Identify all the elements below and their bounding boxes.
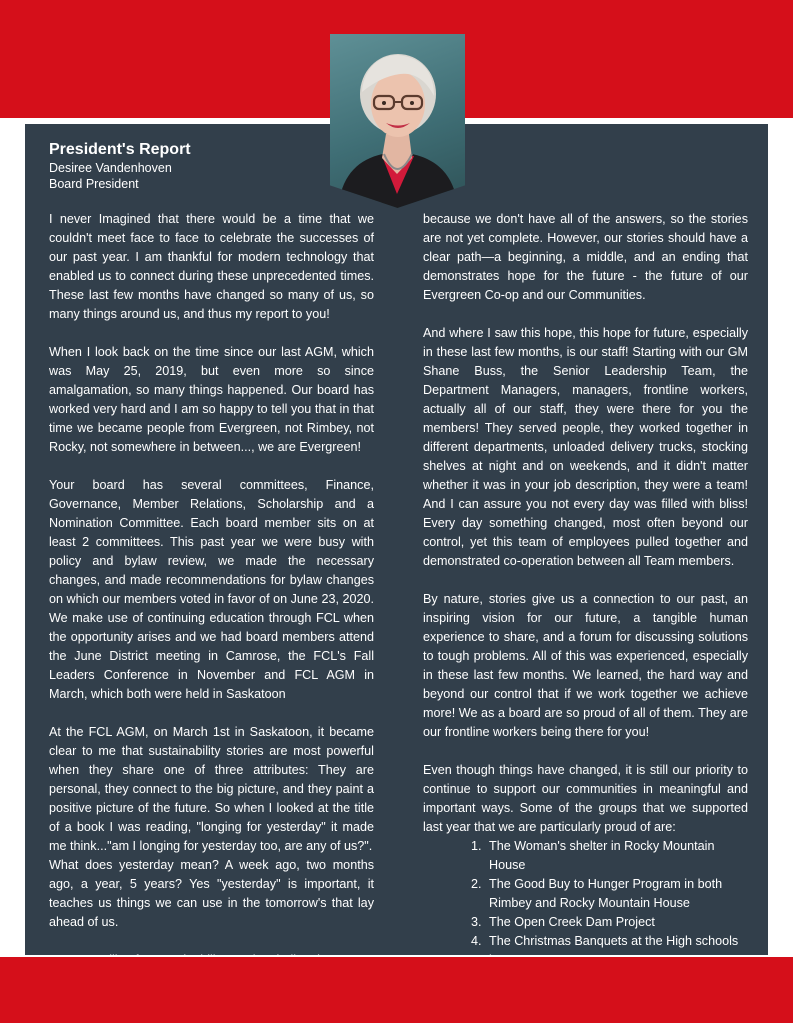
list-item: 2. The Good Buy to Hunger Program in both Rimbey and Rocky Mountain House (485, 875, 748, 913)
paragraph: And where I saw this hope, this hope for future, especially in these last few months, is our staff! Starting with our GM Shane Buss, the Senior Leadership Team, the Department Managers, managers, frontline workers, actually all of our staff, they were there for you the members! They served people, they worked together in different departments, unloaded delivery trucks, stocking shelves at night and on weekends, and it didn't matter whether it was in your job description, they were a team! And I can assure you not every day was filled with bliss! Every day something changed, most often beyond our control, yet this team of employees pulled together and demonstrated co-operation between all Team members. (423, 326, 748, 568)
paragraph: Even though things have changed, it is still our priority to continue to support our communities in meaningful and important ways. Some of the groups that we supported last year that we are particularly proud of are: (423, 763, 748, 834)
author-role: Board President (49, 177, 139, 191)
title-block (49, 140, 191, 192)
right-column (423, 210, 748, 970)
paragraph: By nature, stories give us a connection to our past, an inspiring vision for our future, a tangible human experience to share, and a forum for discussing solutions to tough problems. All of this was experienced, especially in these last few months. We learned, the hard way and beyond our control that if we work together we achieve more! We as a board are so proud of all of them. They are our frontline workers being there for you! (423, 592, 748, 739)
list-item: 1. The Woman's shelter in Rocky Mountain House (485, 837, 748, 875)
paragraph: When I look back on the time since our last AGM, which was May 25, 2019, but even more so since amalgamation, so many things happened. Our board has worked very hard and I am so happy to tell you that in that time we became people from Evergreen, not Rimbey, not Rocky, not somewhere in between..., we are Evergreen! (49, 345, 374, 454)
report-panel (25, 124, 768, 955)
list-item: 4. The Christmas Banquets at the High schools (485, 932, 748, 970)
paragraph: At the FCL AGM, on March 1st in Saskatoon, it became clear to me that sustainability stories are most powerful when they share one of three attributes: They are personal, they connect to the big picture, and they paint a positive picture of the future. So when I looked at the title of a book I was reading, "longing for yesterday" it made me think..."am I longing for yesterday too, are any of us?". (49, 725, 374, 853)
supported-groups-list (423, 837, 748, 970)
paragraph: because we don't have all of the answers, so the stories are not yet complete. However, our stories should have a clear path—a beginning, a middle, and an ending that demonstrates hope for the future - the future of our Evergreen Co-op and our Communities. (423, 212, 748, 302)
page-title: President's Report (49, 141, 191, 158)
list-item: 3. The Open Creek Dam Project (485, 913, 748, 932)
paragraph: I never Imagined that there would be a time that we couldn't meet face to face to celebrate the successes of our past year. I am thankful for modern technology that enabled us to connect during these unprecedented times. These last few months have changed so many of us, so many things around us, and thus my report to you! (49, 212, 374, 321)
author-name: Desiree Vandenhoven (49, 161, 172, 175)
paragraph: What does yesterday mean? A week ago, two months ago, a year, 5 years? Yes "yesterday" is important, it teaches us things we can use in the tomorrow's that lay ahead of us. (49, 858, 374, 929)
left-column (49, 210, 374, 989)
bottom-red-band (0, 957, 793, 1023)
president-portrait (330, 34, 465, 208)
paragraph: Your board has several committees, Finance, Governance, Member Relations, Scholarship and a Nomination Committee. Each board member sits on at least 2 committees. This past year we were busy with policy and bylaw review, we made the necessary changes, and made recommendations for bylaw changes on which our members voted in favor of on June 23, 2020. We make use of continuing education through FCL when the opportunity arises and we had board members attend the June District meeting in Camrose, the FCL's Fall Leaders Conference in November and FCL AGM in March, which both were held in Saskatoon (49, 478, 374, 701)
